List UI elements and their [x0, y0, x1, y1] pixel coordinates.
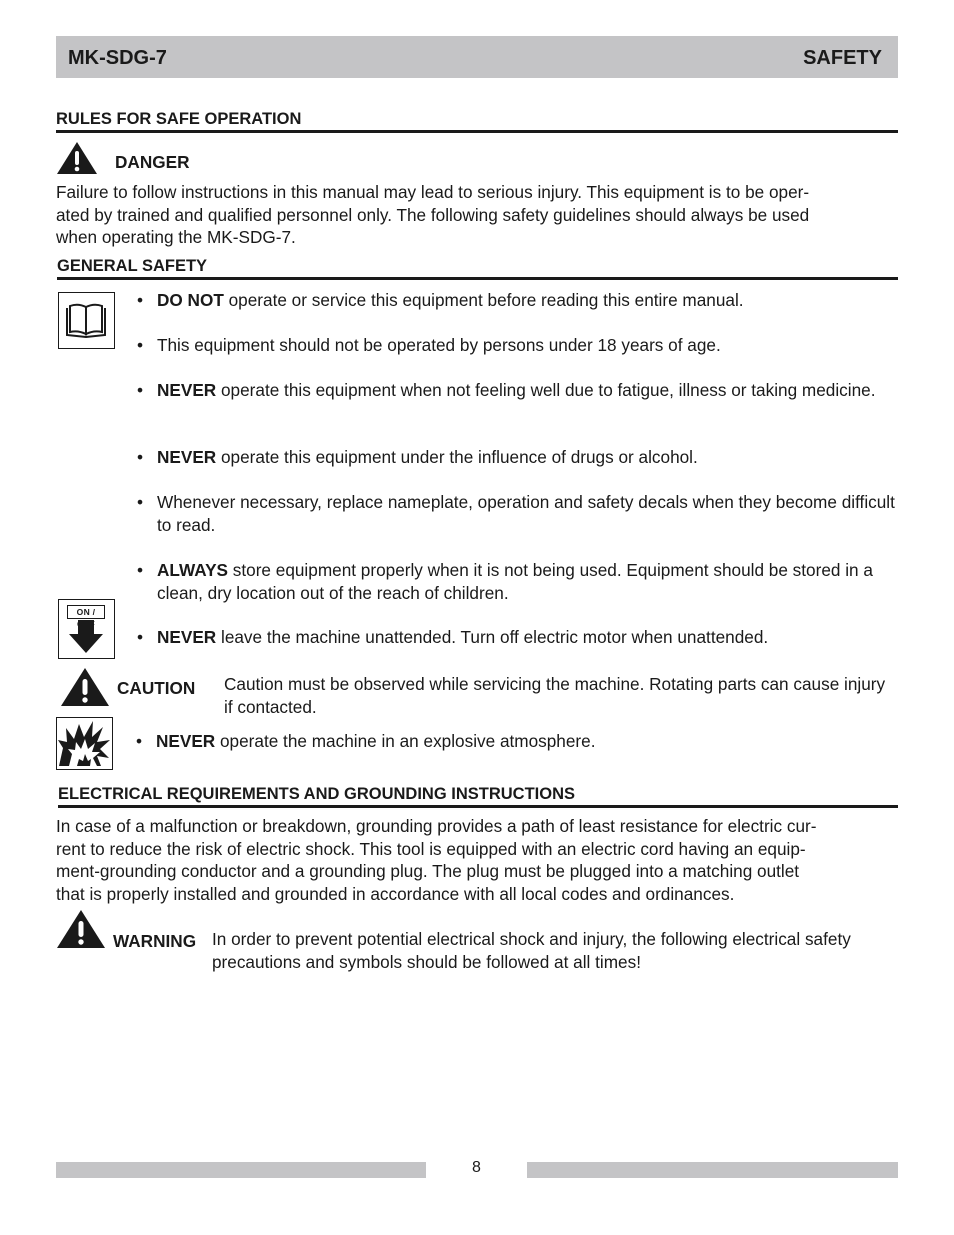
bullet-dot: • — [137, 492, 144, 512]
paragraph-line: In case of a malfunction or breakdown, grounding provides a path of least resistance for electric cur- — [56, 816, 817, 836]
paragraph-line: when operating the MK-SDG-7. — [56, 227, 296, 247]
header-section: SAFETY — [803, 47, 882, 69]
bullet-keyword: NEVER — [156, 731, 216, 751]
caution-warning-icon — [60, 667, 110, 707]
caution-text: Caution must be observed while servicing the machine. Rotating parts can cause injury if contacted. — [224, 674, 886, 717]
paragraph-line: rent to reduce the risk of electric shock. This tool is equipped with an electric cord having an equip- — [56, 838, 806, 859]
bullet-text: leave the machine unattended. Turn off electric motor when unattended. — [216, 627, 769, 647]
warning-text: In order to prevent potential electrical shock and injury, the following electrical safety precautions and symbols should be followed at all times! — [212, 929, 851, 972]
caution-label: CAUTION — [117, 678, 196, 698]
rules-section-title: RULES FOR SAFE OPERATION — [56, 110, 898, 133]
bullet-text: Whenever necessary, replace nameplate, operation and safety decals when they become difficult to read. — [157, 492, 895, 535]
footer-bar-right — [527, 1162, 898, 1178]
bullet-dot: • — [137, 290, 144, 310]
power-off-icon — [58, 599, 115, 659]
footer-bar-left — [56, 1162, 426, 1178]
bullet-keyword: NEVER — [157, 380, 217, 400]
explosion-icon — [56, 717, 113, 770]
bullet-keyword: DO NOT — [157, 290, 224, 310]
electrical-paragraph — [56, 815, 898, 905]
bullet-keyword: NEVER — [157, 627, 217, 647]
paragraph-line: that is properly installed and grounded in accordance with all local codes and ordinances. — [56, 883, 735, 904]
bullet-text: operate this equipment under the influence of drugs or alcohol. — [216, 447, 698, 467]
bullet-dot: • — [137, 380, 144, 400]
warning-label: WARNING — [113, 931, 197, 951]
warning-icon — [56, 909, 106, 949]
rules-paragraph — [56, 181, 898, 249]
header-bar — [56, 36, 898, 78]
electrical-section-title: ELECTRICAL REQUIREMENTS AND GROUNDING INSTRUCTIONS — [58, 785, 898, 808]
bullet-text: store equipment properly when it is not being used. Equipment should be stored in a clean, dry location out of the reach of children. — [157, 560, 873, 603]
header-model: MK-SDG-7 — [68, 47, 167, 69]
bullet-text: operate the machine in an explosive atmosphere. — [215, 731, 596, 751]
page-number: 8 — [472, 1159, 481, 1176]
bullet-dot: • — [136, 731, 143, 751]
general-section-title: GENERAL SAFETY — [57, 257, 898, 280]
danger-warning-icon — [56, 141, 98, 175]
bullet-keyword: ALWAYS — [157, 560, 228, 580]
read-manual-icon — [58, 292, 115, 349]
paragraph-line: ated by trained and qualified personnel only. The following safety guidelines should always be used — [56, 204, 810, 225]
bullet-text: This equipment should not be operated by persons under 18 years of age. — [157, 335, 721, 355]
bullet-dot: • — [137, 560, 144, 580]
bullet-dot: • — [137, 447, 144, 467]
paragraph-line: Failure to follow instructions in this manual may lead to serious injury. This equipment is to be oper- — [56, 182, 810, 202]
bullet-text: operate this equipment when not feeling well due to fatigue, illness or taking medicine. — [216, 380, 876, 400]
bullet-dot: • — [137, 627, 144, 647]
bullet-keyword: NEVER — [157, 447, 217, 467]
danger-label: DANGER — [115, 152, 190, 172]
onoff-label: ON / — [67, 605, 105, 619]
bullet-dot: • — [137, 335, 144, 355]
paragraph-line: ment-grounding conductor and a grounding plug. The plug must be plugged into a matching outlet — [56, 861, 800, 881]
bullet-text: operate or service this equipment before reading this entire manual. — [223, 290, 744, 310]
